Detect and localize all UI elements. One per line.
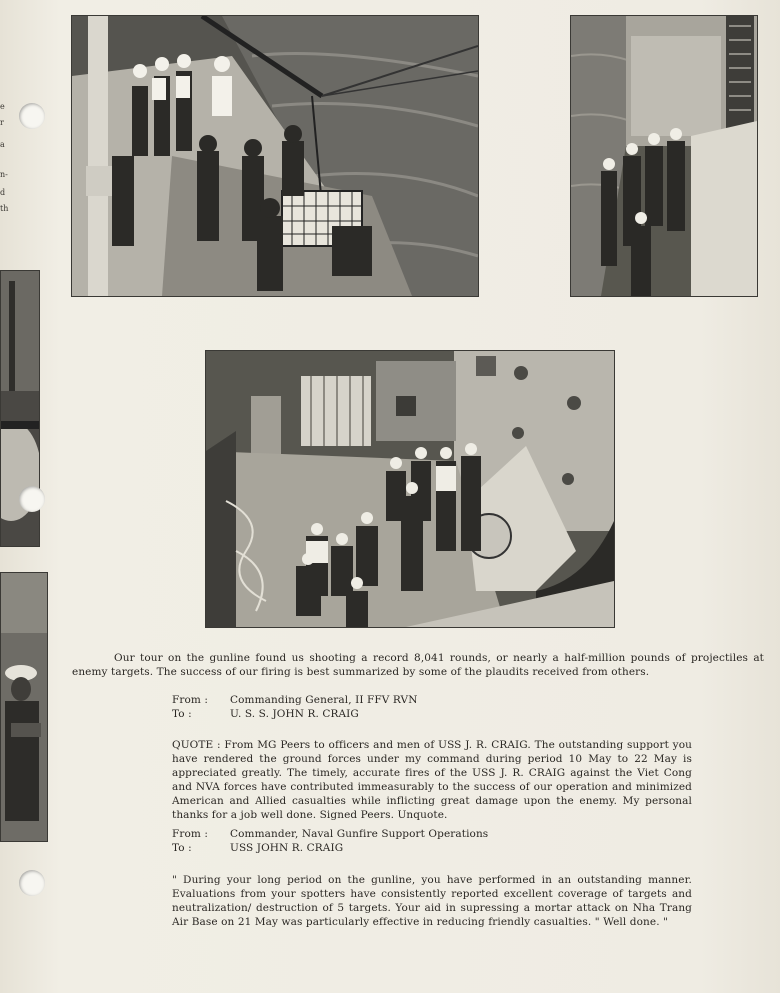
photo-top-right-fantail	[570, 15, 758, 297]
from-label: From :	[172, 828, 209, 840]
from-value: Commander, Naval Gunfire Support Operations	[230, 828, 489, 840]
binder-hole	[19, 870, 45, 896]
photo-top-left-cargo-transfer	[71, 15, 479, 297]
to-value: U. S. S. JOHN R. CRAIG	[230, 708, 359, 720]
photo-center-ammunition-handling	[205, 350, 615, 628]
margin-fragment: a	[0, 140, 5, 149]
margin-fragment: r	[0, 118, 4, 127]
from-label: From :	[172, 694, 209, 706]
message-1-body: QUOTE : From MG Peers to officers and men of USS J. R. CRAIG. The outstanding support you have rendered the ground forces under my command during period 10 May to 22 May is appreciated greatly. The timely, accurate fires of the USS J. R. CRAIG against the Viet Cong and NVA forces have contributed immeasurably to the success of our operation and minimized American and Allied casualties while inflicting great damage upon the enemy. My personal thanks for a job well done. Signed Peers. Unquote.	[172, 739, 692, 821]
margin-fragment: th	[0, 204, 9, 213]
message-2-body: " During your long period on the gunline, you have performed in an outstanding manner. Evaluations from your spotters have consistently reported excellent coverage of targets and neutralization/ destruction of 5 targets. Your aid in supressing a mortar attack on Nha Trang Air Base on 21 May was particularly effective in reducing friendly casualties. " Well done. "	[172, 874, 692, 928]
binder-hole	[19, 103, 45, 129]
message-2-header	[172, 827, 692, 855]
from-value: Commanding General, II FFV RVN	[230, 694, 418, 706]
to-label: To :	[172, 842, 192, 854]
to-label: To :	[172, 708, 192, 720]
intro-paragraph: Our tour on the gunline found us shooting a record 8,041 rounds, or nearly a half-million pounds of projectiles at enemy targets. The success of our firing is best summarized by some of the plaudits received from others.	[72, 652, 764, 678]
margin-fragment: n-	[0, 170, 8, 179]
message-1-header	[172, 693, 692, 721]
margin-fragment: e	[0, 102, 5, 111]
margin-fragment: d	[0, 188, 6, 197]
left-strip-photo-2	[0, 572, 48, 842]
binder-hole	[19, 486, 45, 512]
to-value: USS JOHN R. CRAIG	[230, 842, 344, 854]
